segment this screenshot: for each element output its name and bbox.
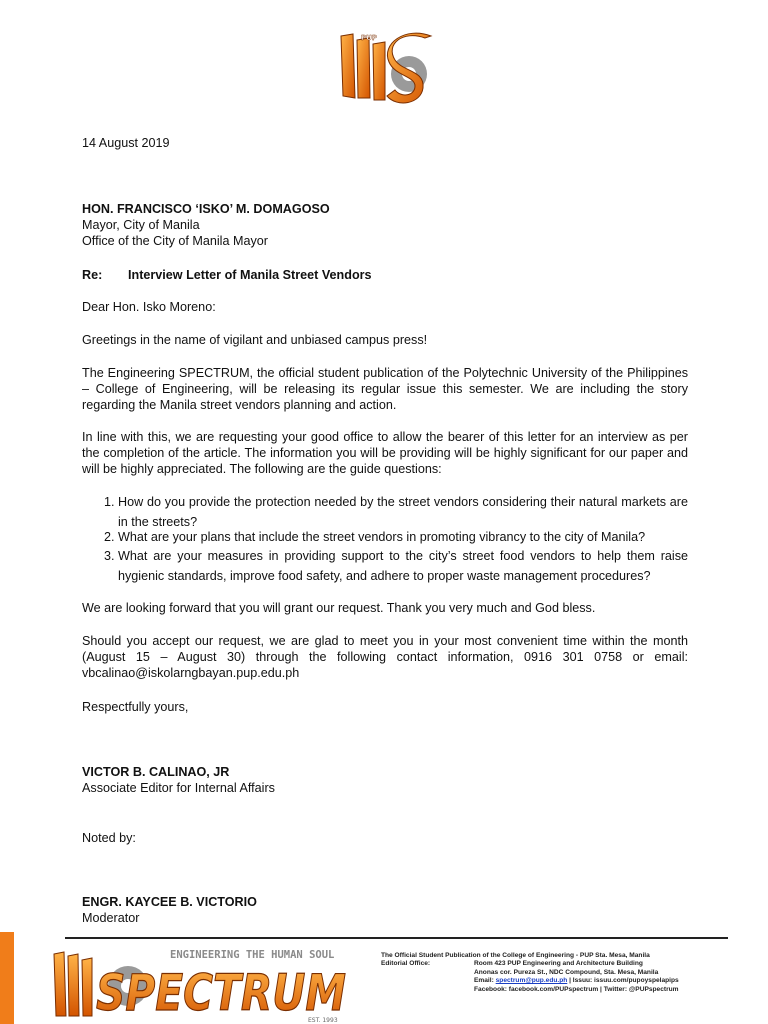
footer-contact-info bbox=[381, 952, 741, 994]
question-item bbox=[82, 546, 688, 586]
recipient-block bbox=[82, 201, 688, 249]
signatory-name: VICTOR B. CALINAO, JR bbox=[82, 765, 230, 779]
signatory-block bbox=[82, 764, 688, 796]
footer-divider bbox=[65, 937, 728, 939]
paragraph-contact: Should you accept our request, we are glad to meet you in your most convenient time within the month (August 15 – August 30) through the following contact information, 0916 301 0758 or email: vbcalinao@iskolarngbayan.pup.edu.ph bbox=[82, 634, 688, 680]
question-text: How do you provide the protection needed by the street vendors considering their natural markets are in the streets? bbox=[118, 495, 688, 529]
footer-accent-bar bbox=[0, 932, 14, 1024]
footer-publication-line: The Official Student Publication of the College of Engineering - PUP Sta. Mesa, Manila bbox=[381, 952, 650, 959]
subject-label: Re: bbox=[82, 268, 103, 282]
spectrum-top-logo bbox=[333, 26, 437, 110]
footer-email-link[interactable]: spectrum@pup.edu.ph bbox=[495, 977, 568, 985]
signatory-title: Associate Editor for Internal Affairs bbox=[82, 781, 275, 795]
footer-email-prefix: Email: bbox=[474, 977, 494, 985]
footer-est: EST. 1993 bbox=[308, 1017, 338, 1024]
footer-office-label: Editorial Office: bbox=[381, 960, 431, 968]
paragraph-thanks: We are looking forward that you will grant our request. Thank you very much and God bless. bbox=[82, 601, 596, 615]
noted-by: Noted by: bbox=[82, 831, 136, 845]
footer-office-row bbox=[381, 960, 741, 968]
question-text: What are your plans that include the street vendors in promoting vibrancy to the city of Manila? bbox=[118, 530, 646, 544]
pup-mark: PUP bbox=[361, 34, 377, 42]
footer-wordmark: SPECTRUM bbox=[96, 964, 346, 1022]
footer-pillars-graphic bbox=[54, 952, 92, 1016]
moderator-title: Moderator bbox=[82, 911, 140, 925]
closing: Respectfully yours, bbox=[82, 700, 189, 714]
letter-date: 14 August 2019 bbox=[82, 136, 170, 150]
footer-address-row bbox=[381, 969, 741, 977]
paragraph-request: In line with this, we are requesting your good office to allow the bearer of this letter for an interview as per the completion of the article. The information you will be providing will be highly significant for our paper and will be highly appreciated. The following are the guide questions: bbox=[82, 430, 688, 476]
question-number: 2. bbox=[104, 530, 115, 544]
question-item bbox=[82, 528, 688, 546]
footer-office-line1: Room 423 PUP Engineering and Architecture Building bbox=[474, 960, 643, 968]
salutation: Dear Hon. Isko Moreno: bbox=[82, 300, 216, 314]
pillars-graphic bbox=[341, 34, 385, 100]
footer-social-row bbox=[381, 986, 741, 994]
question-text: What are your measures in providing support to the city’s street food vendors to help them raise hygienic standards, improve food safety, and adhere to proper waste management procedures? bbox=[118, 549, 688, 583]
question-number: 1. bbox=[104, 495, 115, 509]
footer-issuu: | Issuu: issuu.com/pupoyspelapips bbox=[569, 977, 679, 985]
moderator-block bbox=[82, 894, 688, 926]
subject-text: Interview Letter of Manila Street Vendors bbox=[128, 268, 372, 282]
recipient-office: Office of the City of Manila Mayor bbox=[82, 234, 268, 248]
recipient-name: HON. FRANCISCO ‘ISKO’ M. DOMAGOSO bbox=[82, 202, 330, 216]
footer-tagline: ENGINEERING THE HUMAN SOUL bbox=[170, 949, 335, 961]
gear-s-graphic bbox=[387, 33, 431, 103]
footer-social: Facebook: facebook.com/PUPspectrum | Twitter: @PUPspectrum bbox=[474, 985, 679, 993]
guide-questions bbox=[82, 492, 688, 586]
footer-office-line2: Anonas cor. Pureza St., NDC Compound, Sta. Mesa, Manila bbox=[474, 968, 659, 976]
question-item bbox=[82, 492, 688, 528]
paragraph-intro: The Engineering SPECTRUM, the official student publication of the Polytechnic University of the Philippines – College of Engineering, will be releasing its regular issue this semester. We are including the story regarding the Manila street vendors planning and action. bbox=[82, 366, 688, 412]
recipient-position: Mayor, City of Manila bbox=[82, 218, 200, 232]
moderator-name: ENGR. KAYCEE B. VICTORIO bbox=[82, 895, 257, 909]
spectrum-footer-logo bbox=[52, 944, 354, 1024]
footer-email-row bbox=[381, 977, 741, 985]
question-number: 3. bbox=[104, 549, 115, 563]
paragraph-greeting: Greetings in the name of vigilant and unbiased campus press! bbox=[82, 333, 428, 347]
subject-line bbox=[82, 267, 688, 283]
